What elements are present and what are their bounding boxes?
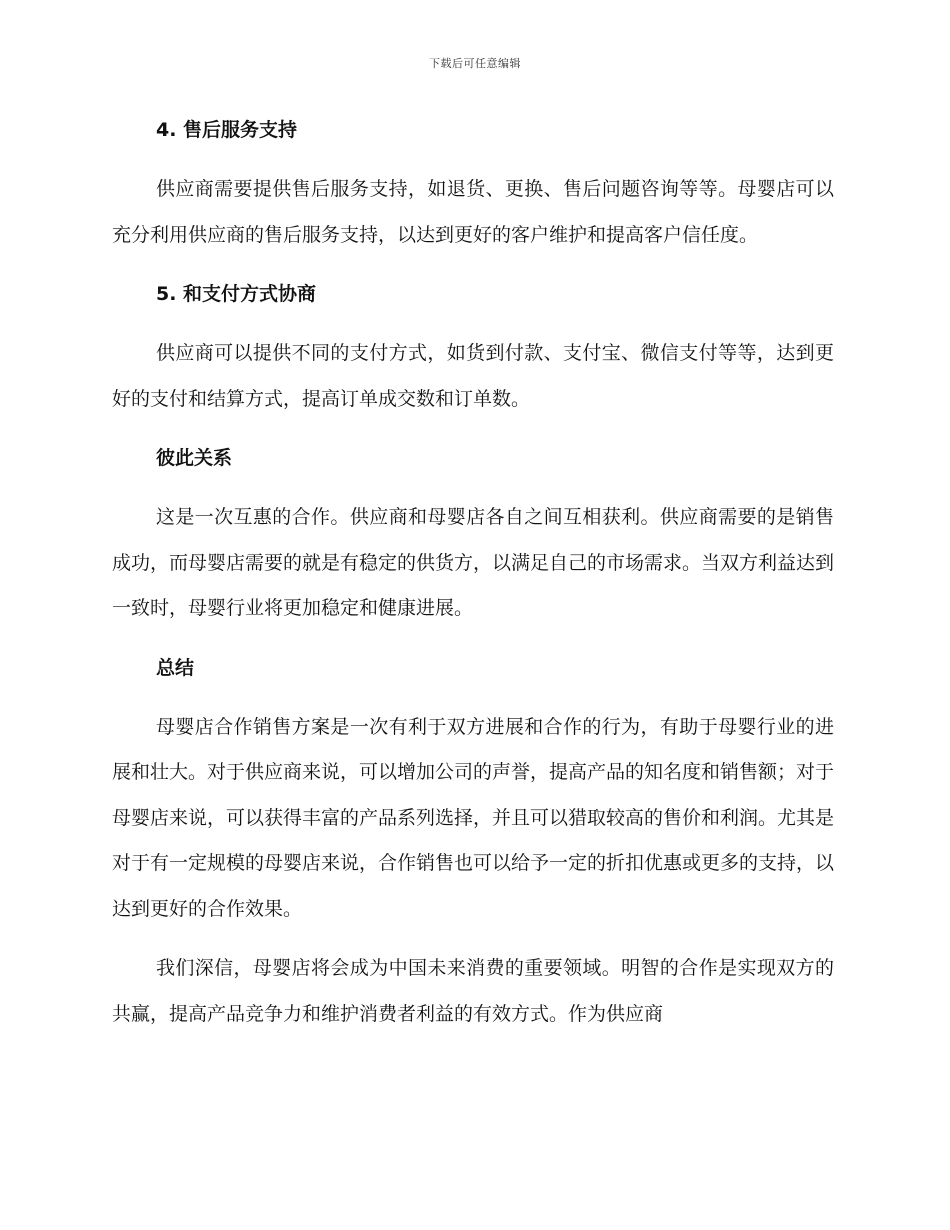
section-heading-summary: 总结 [156,656,195,679]
paragraph-payment: 供应商可以提供不同的支付方式，如货到付款、支付宝、微信支付等等，达到更好的支付和结算方式，提高订单成交数和订单数。 [112,342,834,410]
page-header-note: 下载后可任意编辑 [429,57,521,70]
section-heading-relationship: 彼此关系 [156,447,233,469]
document-body [112,108,834,1051]
paragraph-conclusion: 我们深信，母婴店将会成为中国未来消费的重要领域。明智的合作是实现双方的共赢，提高产品竞争力和维护消费者利益的有效方式。作为供应商 [112,957,834,1025]
section-heading-after-sales: 4. 售后服务支持 [156,119,298,141]
section-heading-payment: 5. 和支付方式协商 [156,283,317,305]
paragraph-after-sales: 供应商需要提供售后服务支持，如退货、更换、售后问题咨询等等。母婴店可以充分利用供应商的售后服务支持，以达到更好的客户维护和提高客户信任度。 [112,178,834,246]
paragraph-relationship: 这是一次互惠的合作。供应商和母婴店各自之间互相获利。供应商需要的是销售成功，而母婴店需要的就是有稳定的供货方，以满足自己的市场需求。当双方利益达到一致时，母婴行业将更加稳定和健康进展。 [112,506,835,619]
paragraph-summary: 母婴店合作销售方案是一次有利于双方进展和合作的行为，有助于母婴行业的进展和壮大。对于供应商来说，可以增加公司的声誉，提高产品的知名度和销售额；对于母婴店来说，可以获得丰富的产品系列选择，并且可以猎取较高的售价和利润。尤其是对于有一定规模的母婴店来说，合作销售也可以给予一定的折扣优惠或更多的支持，以达到更好的合作效果。 [112,715,835,920]
